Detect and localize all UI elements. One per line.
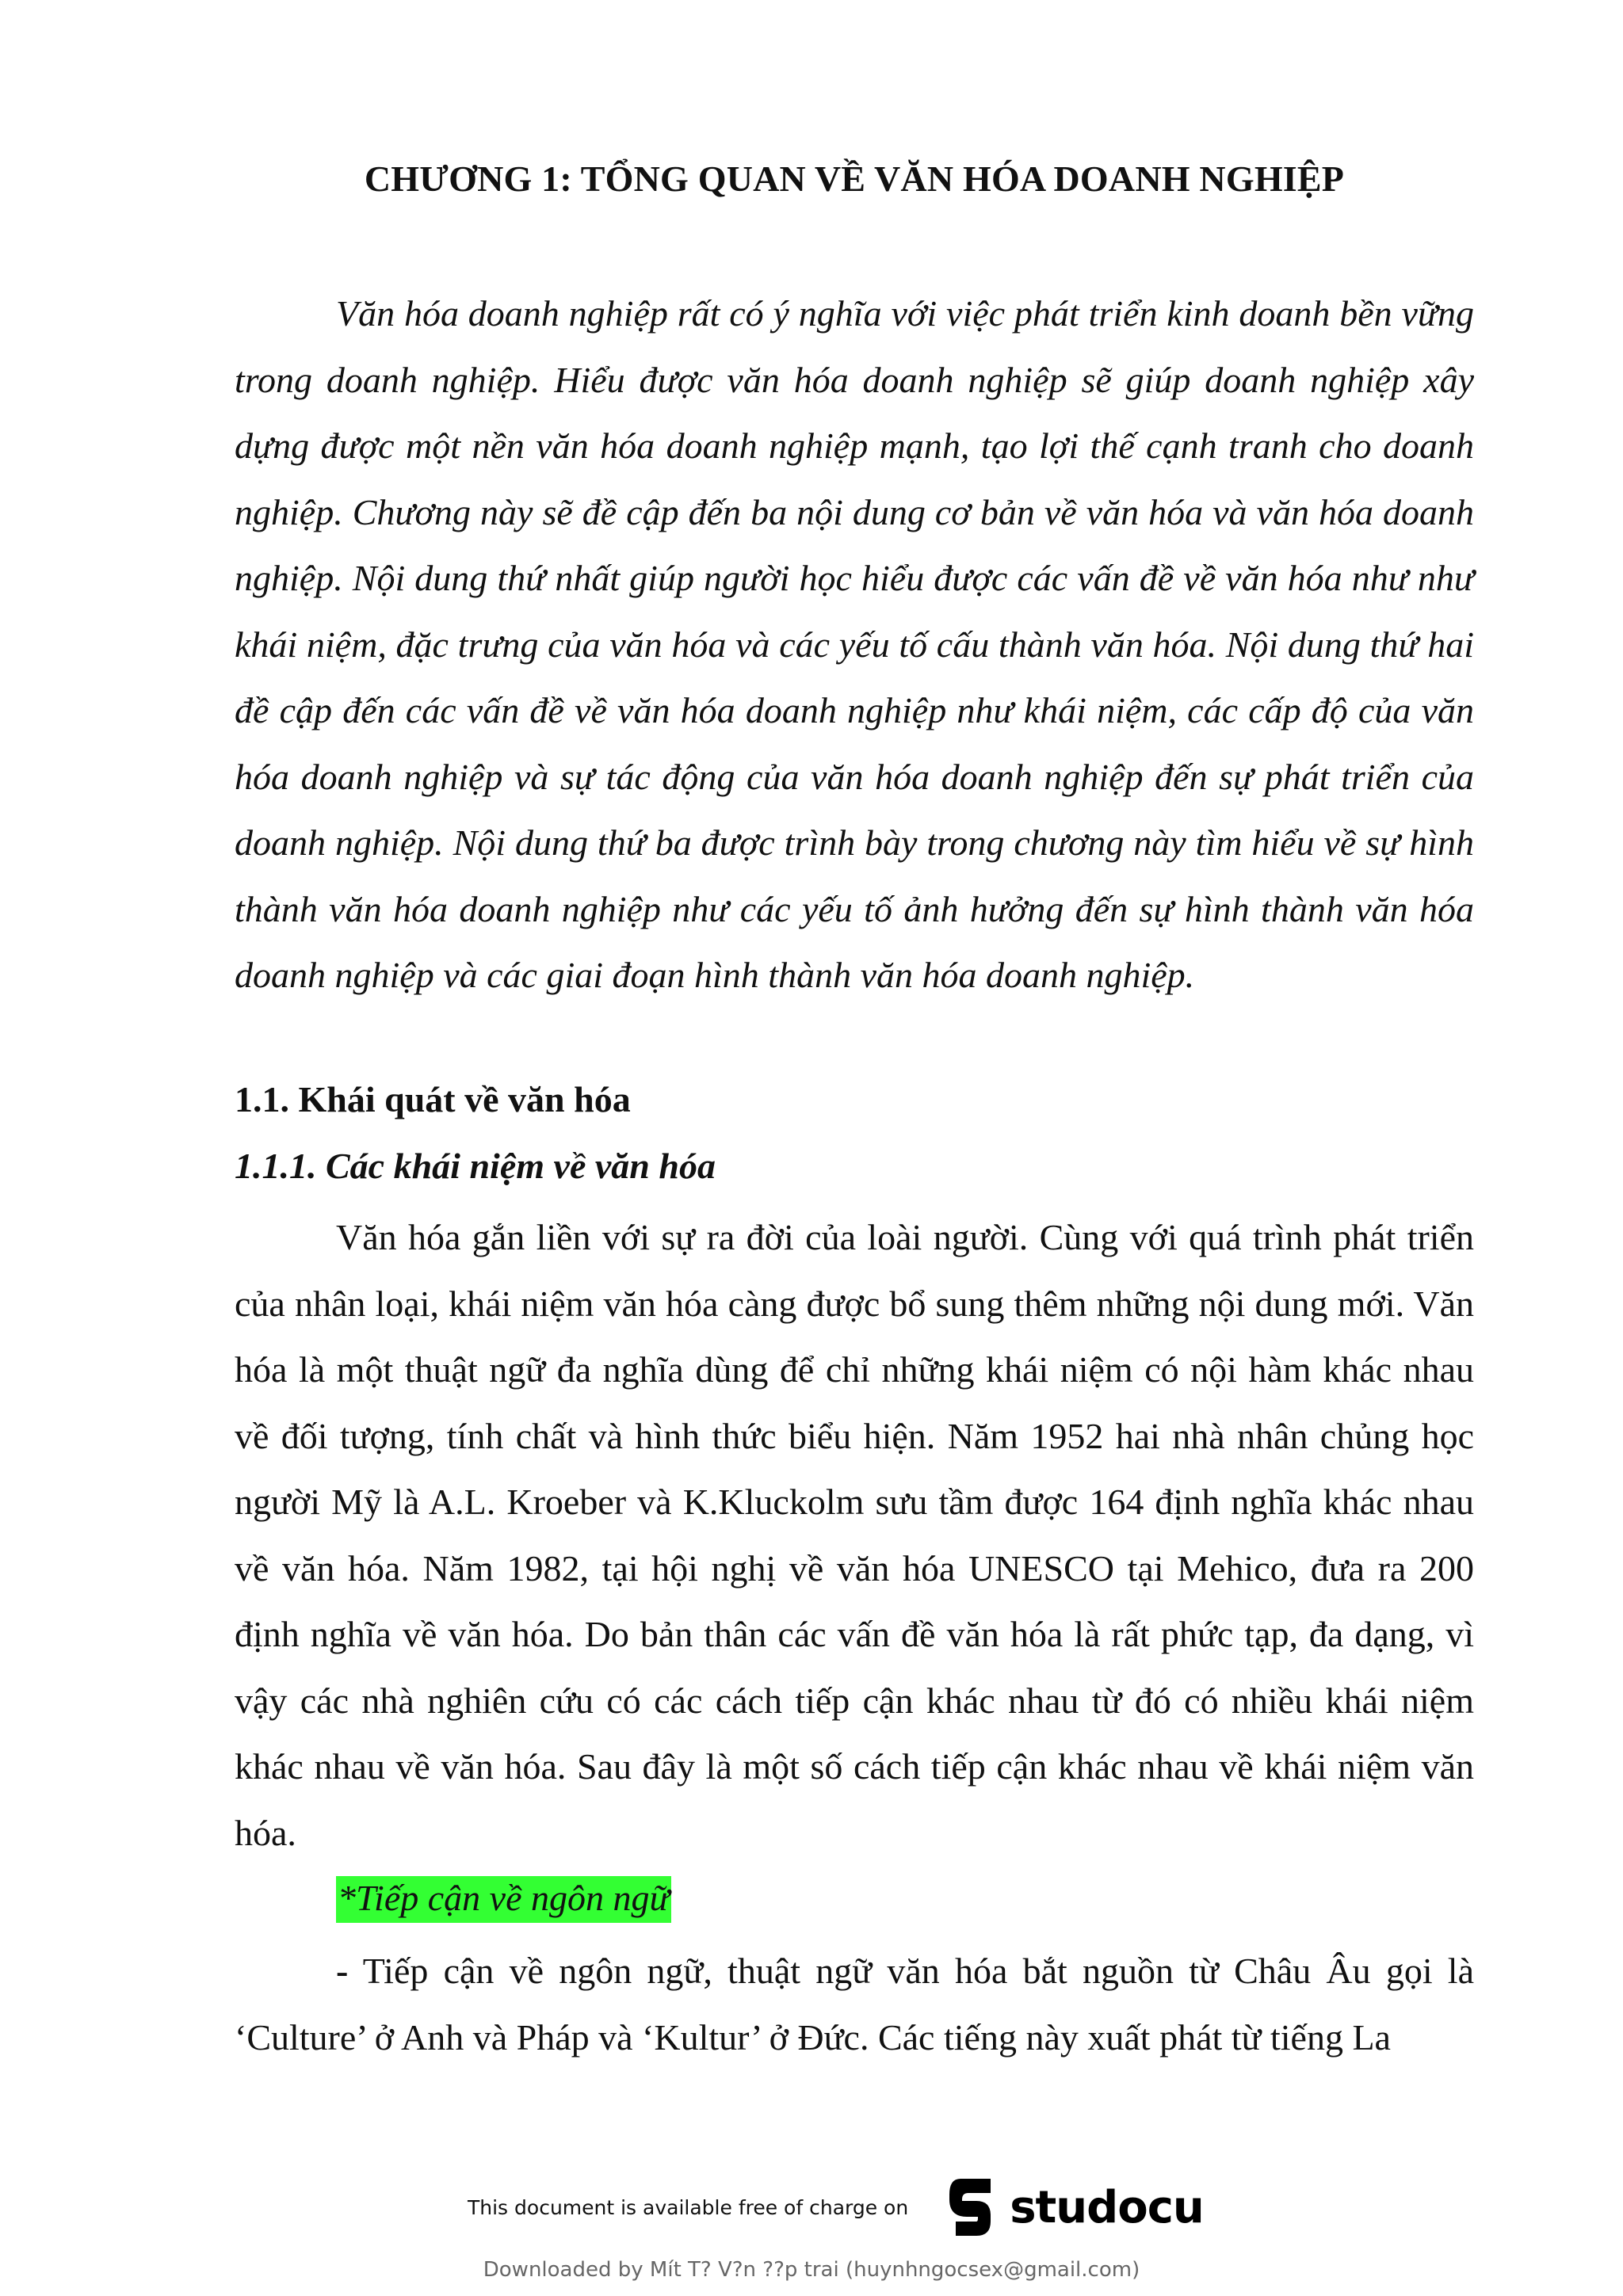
approach-heading bbox=[336, 1875, 671, 1922]
studocu-banner[interactable] bbox=[468, 2171, 1204, 2244]
approach-paragraph-text: Tiếp cận về ngôn ngữ, thuật ngữ văn hóa bắt nguồn từ Châu Âu gọi là ‘Culture’ ở Anh và Pháp và ‘Kultur’ ở Đức. Các tiếng này xuất phát từ tiếng La bbox=[235, 1951, 1474, 2058]
availability-text: This document is available free of charge on bbox=[468, 2195, 909, 2219]
highlighted-approach-label: *Tiếp cận về ngôn ngữ bbox=[336, 1876, 671, 1923]
download-note: Downloaded by Mít T? V?n ??p trai (huynhngocsex@gmail.com) bbox=[483, 2258, 1140, 2282]
studocu-wordmark: studocu bbox=[1010, 2181, 1204, 2233]
studocu-logo[interactable] bbox=[945, 2176, 1204, 2239]
bullet-dash: - bbox=[336, 1951, 349, 1991]
chapter-title: CHƯƠNG 1: TỔNG QUAN VỀ VĂN HÓA DOANH NGHIỆP bbox=[364, 158, 1345, 199]
body-paragraph: Văn hóa gắn liền với sự ra đời của loài người. Cùng với quá trình phát triển của nhân loại, khái niệm văn hóa càng được bổ sung thêm những nội dung mới. Văn hóa là một thuật ngữ đa nghĩa dùng để chỉ những khái niệm có nội hàm khác nhau về đối tượng, tính chất và hình thức biểu hiện. Năm 1952 hai nhà nhân chủng học người Mỹ là A.L. Kroeber và K.Kluckolm sưu tầm được 164 định nghĩa khác nhau về văn hóa. Năm 1982, tại hội nghị về văn hóa UNESCO tại Mehico, đưa ra 200 định nghĩa về văn hóa. Do bản thân các vấn đề văn hóa là rất phức tạp, đa dạng, vì vậy các nhà nghiên cứu có các cách tiếp cận khác nhau từ đó có nhiều khái niệm khác nhau về văn hóa. Sau đây là một số cách tiếp cận khác nhau về khái niệm văn hóa. bbox=[235, 1217, 1474, 1853]
subsection-heading: 1.1.1. Các khái niệm về văn hóa bbox=[235, 1146, 716, 1186]
approach-paragraph bbox=[235, 1938, 1474, 2070]
studocu-logo-icon bbox=[945, 2176, 1002, 2239]
section-heading: 1.1. Khái quát về văn hóa bbox=[235, 1079, 631, 1119]
intro-paragraph: Văn hóa doanh nghiệp rất có ý nghĩa với việc phát triển kinh doanh bền vững trong doanh nghiệp. Hiểu được văn hóa doanh nghiệp sẽ giúp doanh nghiệp xây dựng được một nền văn hóa doanh nghiệp mạnh, tạo lợi thế cạnh tranh cho doanh nghiệp. Chương này sẽ đề cập đến ba nội dung cơ bản về văn hóa và văn hóa doanh nghiệp. Nội dung thứ nhất giúp người học hiểu được các vấn đề về văn hóa như như khái niệm, đặc trưng của văn hóa và các yếu tố cấu thành văn hóa. Nội dung thứ hai đề cập đến các vấn đề về văn hóa doanh nghiệp như khái niệm, các cấp độ của văn hóa doanh nghiệp và sự tác động của văn hóa doanh nghiệp đến sự phát triển của doanh nghiệp. Nội dung thứ ba được trình bày trong chương này tìm hiểu về sự hình thành văn hóa doanh nghiệp như các yếu tố ảnh hưởng đến sự hình thành văn hóa doanh nghiệp và các giai đoạn hình thành văn hóa doanh nghiệp. bbox=[235, 293, 1474, 995]
